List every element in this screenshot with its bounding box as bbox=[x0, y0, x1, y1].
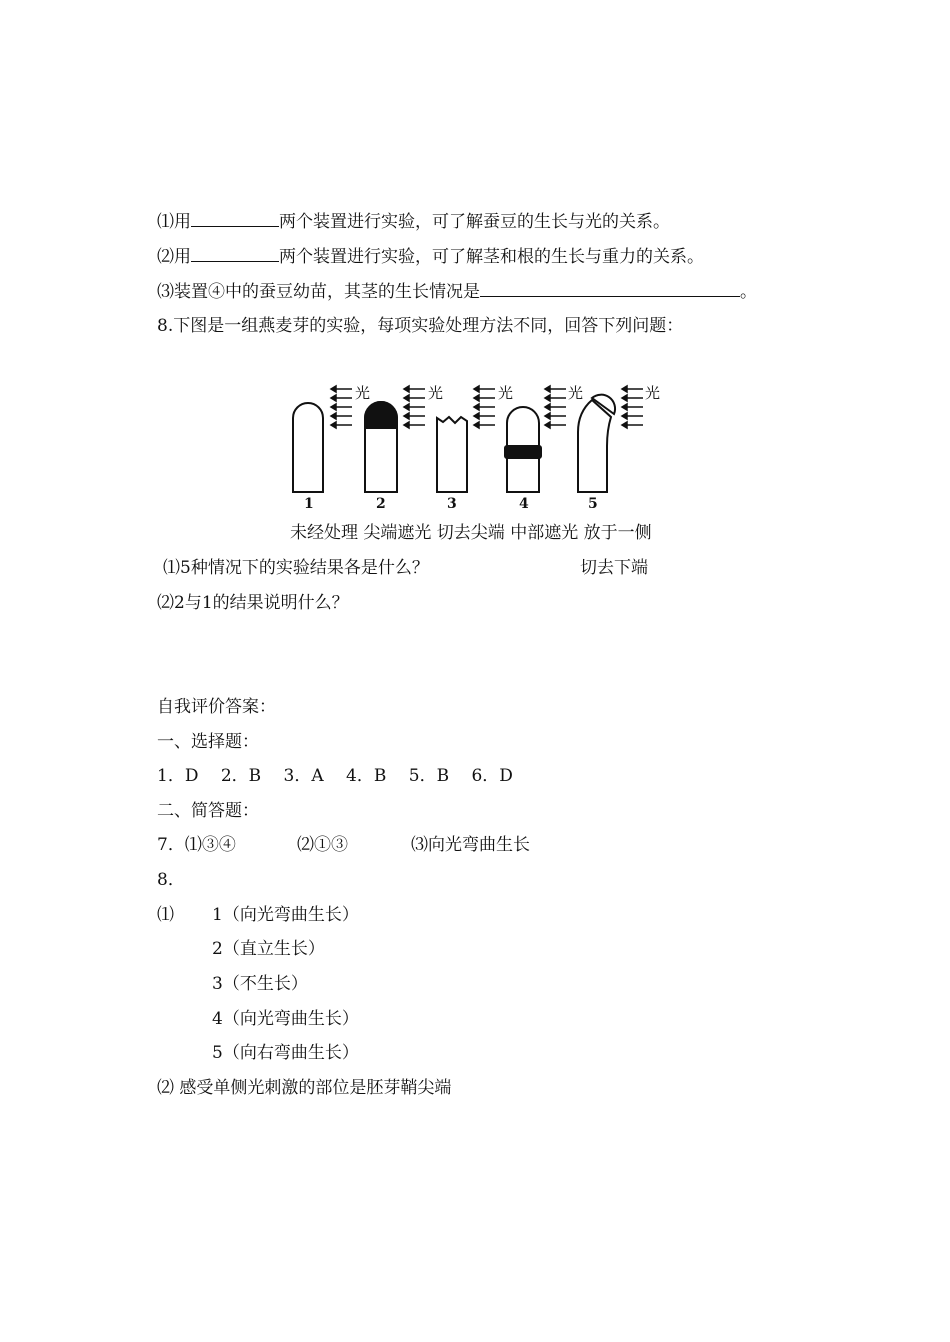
seedling-1-untreated bbox=[293, 403, 323, 492]
oat-coleoptile-figure bbox=[0, 0, 950, 520]
answer-8-number: 8． bbox=[157, 870, 185, 890]
answer-7-part-3: ⑶向光弯曲生长 bbox=[411, 835, 530, 855]
figure-number-1: 1 bbox=[304, 496, 314, 512]
light-label-3: 光 bbox=[498, 384, 514, 402]
answer-8-1-item: 1（向光弯曲生长） bbox=[212, 905, 359, 925]
light-arrows-5 bbox=[622, 386, 643, 428]
figure-number-3: 3 bbox=[447, 496, 457, 512]
seedling-5-tip-on-side bbox=[578, 395, 615, 492]
q7-3-text: ⑶装置④中的蚕豆幼苗，其茎的生长情况是 bbox=[157, 282, 480, 302]
question-8-title: 8.下图是一组燕麦芽的实验，每项实验处理方法不同，回答下列问题： bbox=[157, 316, 684, 336]
seedling-3-tip-cut bbox=[437, 417, 467, 492]
seedling-2-tip-covered bbox=[365, 402, 397, 492]
light-label-1: 光 bbox=[355, 384, 371, 402]
answers-choices: 1．D 2．B 3．A 4．B 5．B 6．D bbox=[157, 766, 513, 786]
answer-8-2: ⑵ 感受单侧光刺激的部位是胚芽鞘尖端 bbox=[157, 1078, 452, 1098]
answer-8-1-item: 3（不生长） bbox=[212, 974, 308, 994]
answer-8-1-item: 4（向光弯曲生长） bbox=[212, 1009, 359, 1029]
light-arrows-2 bbox=[404, 386, 425, 428]
question-8-2: ⑵2与1的结果说明什么？ bbox=[157, 593, 349, 613]
light-label-2: 光 bbox=[428, 384, 444, 402]
figure-number-4: 4 bbox=[519, 496, 529, 512]
answers-heading: 自我评价答案： bbox=[157, 697, 276, 717]
light-arrows-3 bbox=[474, 386, 495, 428]
answer-8-1-label: ⑴ bbox=[157, 905, 174, 925]
light-arrows-1 bbox=[331, 386, 352, 428]
seedling-4-middle-covered bbox=[505, 407, 541, 492]
light-label-5: 光 bbox=[645, 384, 661, 402]
figure-number-5: 5 bbox=[588, 496, 598, 512]
q7-1-text: 两个装置进行实验，可了解蚕豆的生长与光的关系。 bbox=[279, 212, 670, 232]
light-arrows-4 bbox=[545, 386, 566, 428]
figure-caption-sub: 切去下端 bbox=[580, 558, 648, 578]
q7-2-text: 两个装置进行实验，可了解茎和根的生长与重力的关系。 bbox=[279, 247, 704, 267]
figure-number-2: 2 bbox=[376, 496, 386, 512]
q7-1-prefix: ⑴用 bbox=[157, 212, 191, 232]
question-8-1: ⑴5种情况下的实验结果各是什么？ bbox=[163, 558, 429, 578]
q7-2-prefix: ⑵用 bbox=[157, 247, 191, 267]
answers-section-1: 一、选择题： bbox=[157, 732, 259, 752]
figure-caption: 未经处理 尖端遮光 切去尖端 中部遮光 放于一侧 bbox=[290, 523, 652, 543]
q7-3-end: 。 bbox=[740, 282, 757, 302]
answers-section-2: 二、简答题： bbox=[157, 801, 259, 821]
answer-7-part-2: ⑵①③ bbox=[297, 835, 348, 855]
answer-8-1-item: 2（直立生长） bbox=[212, 939, 325, 959]
answer-7-part-1: 7．⑴③④ bbox=[157, 835, 236, 855]
answer-8-1-item: 5（向右弯曲生长） bbox=[212, 1043, 359, 1063]
light-label-4: 光 bbox=[568, 384, 584, 402]
